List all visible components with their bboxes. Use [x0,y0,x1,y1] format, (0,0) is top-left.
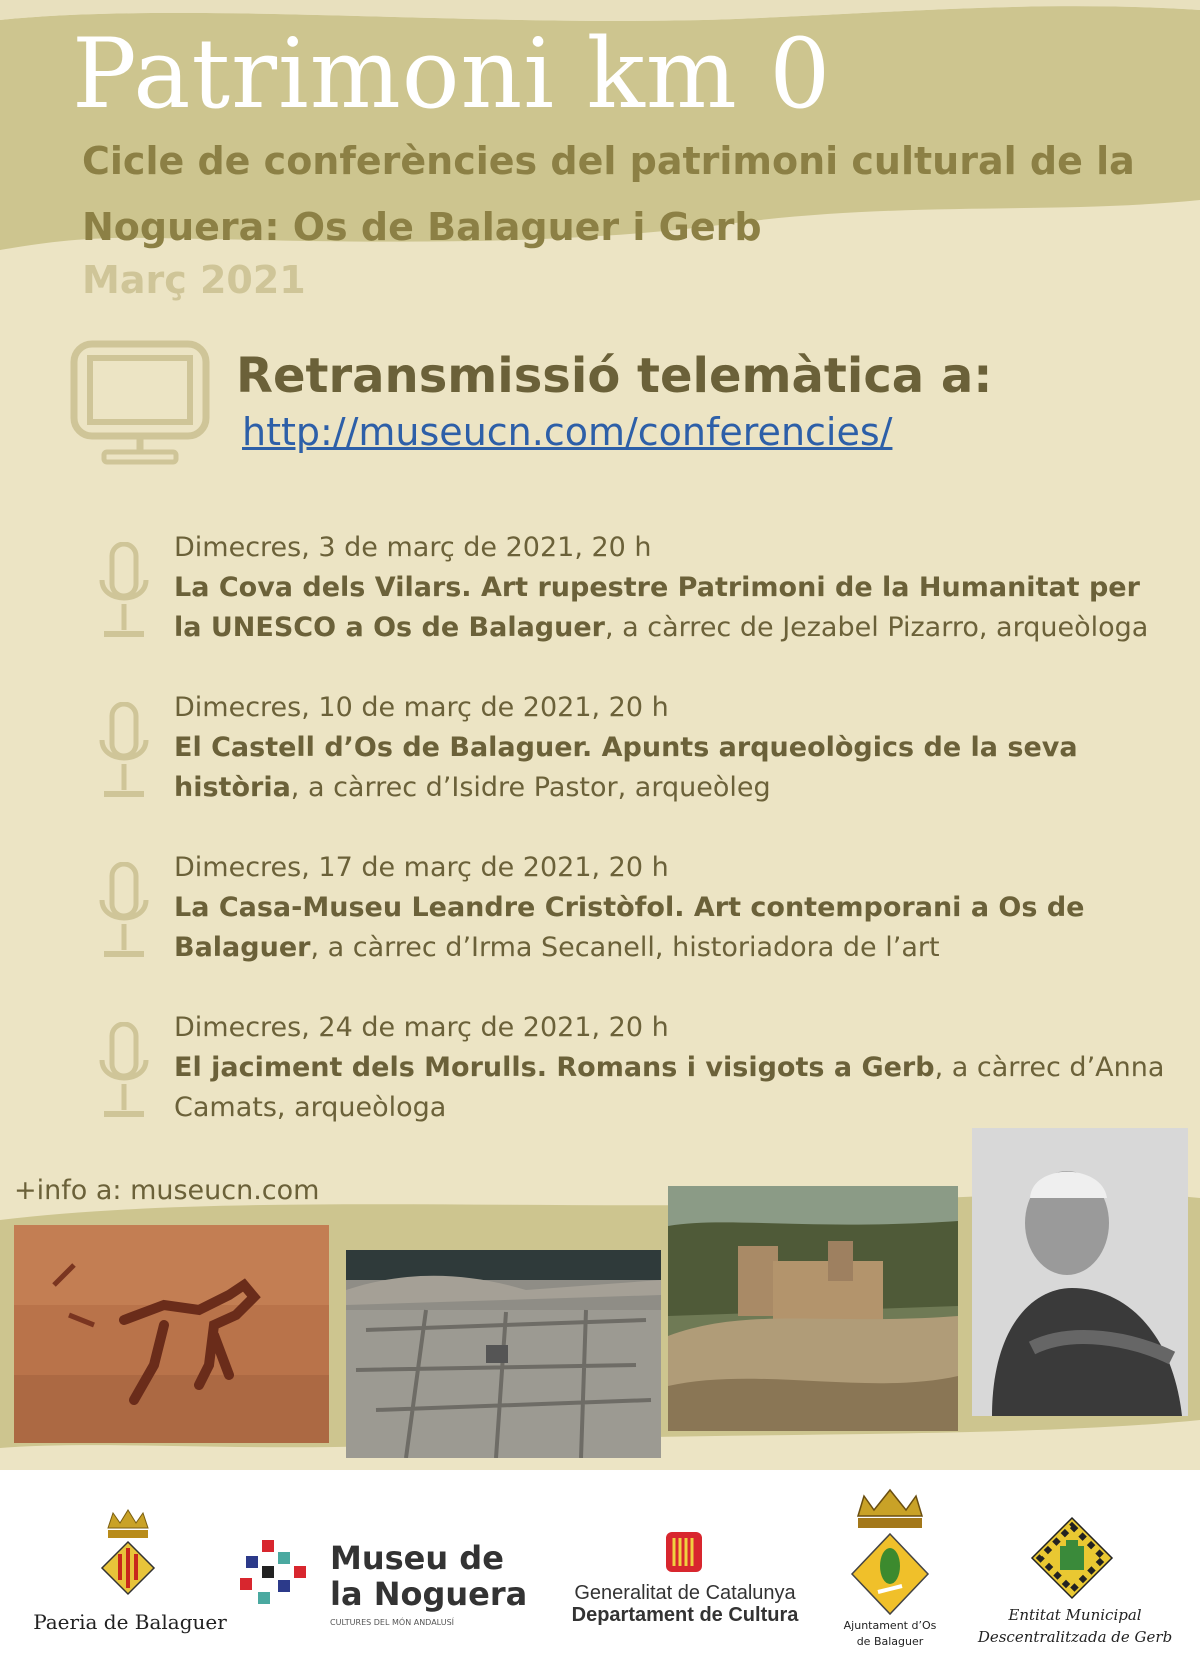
generalitat-label: Generalitat de Catalunya [574,1582,796,1604]
gerb-line1: Entitat Municipal [1008,1606,1142,1624]
talk-speaker: , a càrrec d’Anna Camats, arqueòloga [174,1052,1165,1123]
stream-title: Retransmissió telemàtica a: [236,348,993,404]
talk-datetime: Dimecres, 17 de març de 2021, 20 h [174,852,669,883]
info-text: +info a: museucn.com [14,1175,320,1206]
talk-topic: El Castell d’Os de Balaguer. Apunts arqueològics de la seva història [174,732,1078,803]
museu-noguera-tagline: CULTURES DEL MÓN ANDALUSÍ [330,1618,455,1627]
museu-noguera-line1: Museu de [330,1539,504,1577]
ajuntament-os-line1: Ajuntament d’Os [843,1619,937,1632]
microphone-icon [96,1022,152,1122]
departament-label: Departament de Cultura [571,1604,799,1626]
ajuntament-os-label [830,1618,950,1650]
excavation-photo [346,1250,661,1458]
monitor-icon [70,340,210,468]
talk-topic: La Casa-Museu Leandre Cristòfol. Art contemporani a Os de Balaguer [174,892,1085,963]
ajuntament-os-line2: de Balaguer [856,1635,924,1648]
museu-noguera-logo-icon [238,1538,310,1606]
talk-item [96,688,1176,838]
stream-link[interactable]: http://museucn.com/conferencies/ [242,410,893,454]
microphone-icon [96,702,152,802]
talk-datetime: Dimecres, 24 de març de 2021, 20 h [174,1012,669,1043]
talk-topic: El jaciment dels Morulls. Romans i visigots a Gerb [174,1052,935,1083]
footer-logos [0,1470,1200,1680]
museu-noguera-line2: la Noguera [330,1575,528,1613]
portrait-photo [972,1128,1188,1416]
castle-photo [668,1186,958,1431]
cave-painting-photo [14,1225,329,1443]
microphone-icon [96,862,152,962]
talk-speaker: , a càrrec d’Isidre Pastor, arqueòleg [290,772,771,803]
gerb-crest-icon [1030,1516,1114,1600]
microphone-icon [96,542,152,642]
gerb-line2: Descentralitzada de Gerb [977,1628,1173,1646]
ajuntament-os-crest-icon [850,1486,930,1616]
poster-date: Març 2021 [82,258,306,302]
generalitat-emblem-icon [666,1532,702,1572]
talk-datetime: Dimecres, 3 de març de 2021, 20 h [174,532,652,563]
poster-subtitle: Cicle de conferències del patrimoni cultural de la Noguera: Os de Balaguer i Gerb [82,139,1135,249]
poster-title: Patrimoni km 0 [72,18,832,130]
paeria-balaguer-label: Paeria de Balaguer [33,1610,227,1634]
talk-speaker: , a càrrec de Jezabel Pizarro, arqueòloga [605,612,1149,643]
talk-speaker: , a càrrec d’Irma Secanell, historiadora de l’art [310,932,940,963]
talk-topic: La Cova dels Vilars. Art rupestre Patrimoni de la Humanitat per la UNESCO a Os de Balaguer [174,572,1140,643]
talk-datetime: Dimecres, 10 de març de 2021, 20 h [174,692,669,723]
paeria-balaguer-crest-icon [98,1508,158,1608]
talk-item [96,528,1176,678]
talk-item [96,848,1176,998]
museu-noguera-title [330,1540,527,1612]
gerb-label [970,1604,1180,1648]
